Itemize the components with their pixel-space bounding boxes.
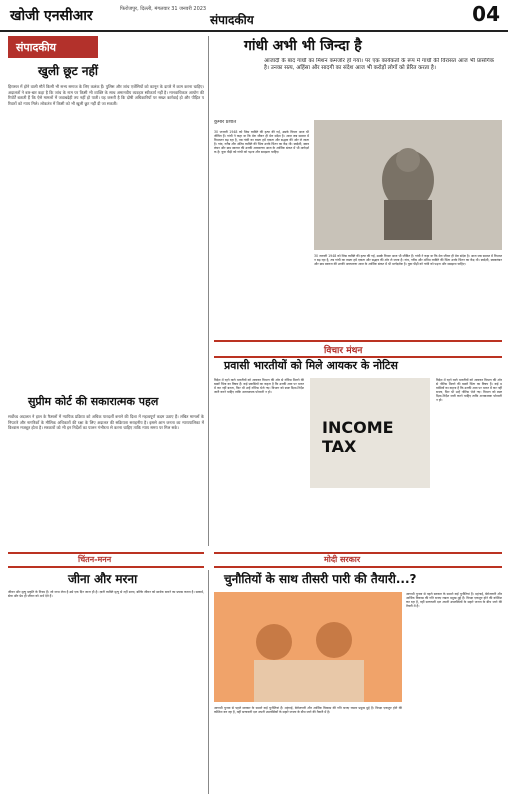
thought-band <box>8 552 204 568</box>
right-top-article <box>214 36 502 336</box>
income-tax-image <box>310 378 430 488</box>
bottom-divider <box>208 570 209 794</box>
rally-image <box>214 592 402 702</box>
mid-article <box>214 358 502 546</box>
life-death-body: जीवन और मृत्यु प्रकृति के नियम हैं। जो जन्म लेता है उसे एक दिन जाना ही है। ज्ञानी व्यक्ति मृत्यु से नहीं डरता, बल्कि जीवन को सार्थक बनाने का प्रयास करता है। सत्कर्म, सेवा और प्रेम ही जीवन को अर्थ देते हैं। <box>8 590 204 599</box>
opinion-band-label: विचार मंथन <box>324 346 363 356</box>
second-editorial-body: सर्वोच्च अदालत ने हाल के फैसलों में न्यायिक प्रक्रिया को अधिक पारदर्शी बनाने की दिशा में महत्वपूर्ण कदम उठाए हैं। लंबित मामलों के निपटारे और नागरिकों के मौलिक अधिकारों की रक्षा के लिए अदालत की सक्रियता सराहनीय है। इससे आम जनता का न्यायपालिका में विश्वास मजबूत होता है। सरकारों को भी इन निर्देशों का पालन गंभीरता से करना चाहिए ताकि न्याय समय पर मिल सके। <box>8 414 204 431</box>
modi-band <box>214 552 502 568</box>
section-title: संपादकीय <box>210 13 254 27</box>
left-column <box>8 36 204 546</box>
bottom-right-article <box>214 570 502 794</box>
third-term-body-right: आगामी चुनाव से पहले सरकार के सामने कई चुनौतियां हैं। महंगाई, बेरोजगारी और आर्थिक विकास की गति बनाए रखना प्रमुख मुद्दे हैं। विपक्ष एकजुट होने की कोशिश कर रहा है, वहीं सत्ताधारी दल अपनी उपलब्धियों के सहारे जनता के बीच जाने की तैयारी में है। <box>406 592 502 609</box>
date-line: फिरोजपुर, दिल्ली, मंगलवार 31 जनवरी 2023 <box>120 6 207 12</box>
masthead <box>0 0 508 32</box>
tax-headline: प्रवासी भारतीयों को मिले आयकर के नोटिस <box>224 359 398 372</box>
rally-photo <box>214 592 402 702</box>
tax-body-right: विदेश में रहने वाले भारतीयों को आयकर विभाग की ओर से नोटिस मिलने की खबरें चिंता का विषय हैं। कई प्रवासियों का कहना है कि उनकी आय पर भारत में कर नहीं बनता, फिर भी उन्हें नोटिस भेजे गए। विभाग को स्पष्ट दिशा-निर्देश जारी करने चाहिए ताकि अनावश्यक परेशानी न हो। <box>436 378 502 403</box>
column-divider <box>208 36 209 546</box>
life-death-headline: जीना और मरना <box>68 572 138 586</box>
editorial-kicker: संपादकीय <box>16 41 57 54</box>
editorial-body: हिरासत में होने वाली मौतें किसी भी सभ्य समाज के लिए कलंक हैं। पुलिस और जांच एजेंसियों को कानून के दायरे में काम करना चाहिए। अदालतों ने बार-बार कहा है कि जांच के नाम पर किसी भी व्यक्ति के साथ अमानवीय व्यवहार स्वीकार्य नहीं है। मानवाधिकार आयोग की रिपोर्टें बताती हैं कि ऐसे मामलों में जवाबदेही तय नहीं हो पाती। यह जरूरी है कि दोषी अधिकारियों पर सख्त कार्रवाई हो और पीड़ित परिवारों को न्याय मिले। लोकतंत्र में किसी को भी खुली छूट नहीं दी जा सकती। <box>8 84 204 106</box>
gandhi-headline: गांधी अभी भी जिन्दा है <box>244 38 362 54</box>
third-term-headline: चुनौतियों के साथ तीसरी पारी की तैयारी...? <box>224 572 417 586</box>
gandhi-photo <box>314 120 502 250</box>
gandhi-author: कुमार प्रशांत <box>214 120 237 125</box>
gandhi-body: 30 जनवरी 1948 को जिस व्यक्ति की हत्या की गई, उसके विचार आज भी जीवित हैं। गांधी ने कहा था कि मेरा जीवन ही मेरा संदेश है। आज जब समाज में विभाजन बढ़ रहा है, तब गांधी का रास्ता हमें एकता और सद्भाव की ओर ले जाता है। गांव, गरीब और अंतिम व्यक्ति की चिंता उनके चिंतन का केंद्र थी। स्वदेशी, स्वावलंबन और ग्राम स्वराज की उनकी अवधारणा आज के आर्थिक संकट में भी मार्गदर्शक है। युवा पीढ़ी को गांधी को पढ़ना और समझना चाहिए। <box>214 130 309 155</box>
brand-logo: खोजी एनसीआर <box>10 8 93 24</box>
bottom-left-article <box>8 570 204 794</box>
opinion-band <box>214 340 502 358</box>
third-term-body-left: आगामी चुनाव से पहले सरकार के सामने कई चुनौतियां हैं। महंगाई, बेरोजगारी और आर्थिक विकास की गति बनाए रखना प्रमुख मुद्दे हैं। विपक्ष एकजुट होने की कोशिश कर रहा है, वहीं सत्ताधारी दल अपनी उपलब्धियों के सहारे जनता के बीच जाने की तैयारी में है। <box>214 706 402 715</box>
thought-band-label: चिंतन-मनन <box>78 555 112 564</box>
page-number: 04 <box>472 2 500 26</box>
gandhi-body-continued: 30 जनवरी 1948 को जिस व्यक्ति की हत्या की गई, उसके विचार आज भी जीवित हैं। गांधी ने कहा था कि मेरा जीवन ही मेरा संदेश है। आज जब समाज में विभाजन बढ़ रहा है, तब गांधी का रास्ता हमें एकता और सद्भाव की ओर ले जाता है। गांव, गरीब और अंतिम व्यक्ति की चिंता उनके चिंतन का केंद्र थी। स्वदेशी, स्वावलंबन और ग्राम स्वराज की उनकी अवधारणा आज के आर्थिक संकट में भी मार्गदर्शक है। युवा पीढ़ी को गांधी को पढ़ना और समझना चाहिए। <box>314 254 502 267</box>
editorial-headline: खुली छूट नहीं <box>38 64 99 78</box>
tax-body-left: विदेश में रहने वाले भारतीयों को आयकर विभाग की ओर से नोटिस मिलने की खबरें चिंता का विषय हैं। कई प्रवासियों का कहना है कि उनकी आय पर भारत में कर नहीं बनता, फिर भी उन्हें नोटिस भेजे गए। विभाग को स्पष्ट दिशा-निर्देश जारी करने चाहिए ताकि अनावश्यक परेशानी न हो। <box>214 378 304 395</box>
second-editorial-headline: सुप्रीम कोर्ट की सकारात्मक पहल <box>28 395 159 408</box>
gandhi-intro: आजादी के बाद गांधी का मिशन कमजोर हो गया। पर एक कार्यकर्ता के रूप में गांधी की विरासत आज भी प्रासंगिक है। उनका सत्य, अहिंसा और सादगी का संदेश आज भी करोड़ों लोगों को प्रेरित करता है। <box>264 58 494 71</box>
income-tax-text: INCOME TAX <box>322 418 394 456</box>
modi-band-label: मोदी सरकार <box>324 555 361 564</box>
gandhi-statue-image <box>314 120 502 250</box>
